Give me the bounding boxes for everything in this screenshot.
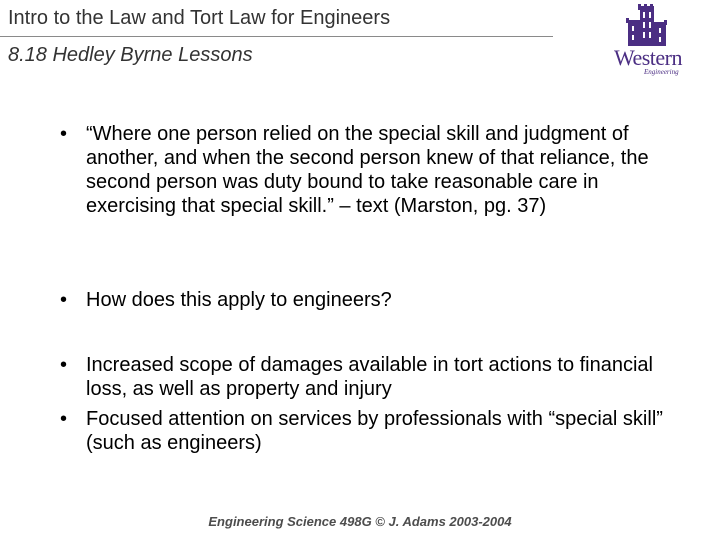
university-tower-icon	[622, 4, 672, 46]
bullet-marker: •	[60, 123, 68, 145]
logo-subtitle: Engineering	[644, 68, 679, 76]
western-engineering-logo	[606, 4, 690, 80]
bullet-marker: •	[60, 289, 68, 311]
header-divider	[0, 36, 553, 37]
bullet-text-damages: Increased scope of damages available in tort actions to financial loss, as well as property and injury	[86, 354, 654, 400]
slide-footer: Engineering Science 498G © J. Adams 2003-2004	[208, 514, 512, 529]
bullet-marker: •	[60, 408, 68, 430]
bullet-text-definition: “Where one person relied on the special skill and judgment of another, and when the second person knew of that reliance, the second person was duty bound to take reasonable care in exercising that special skill.” – text (Marston, pg. 37)	[86, 123, 649, 217]
logo-wordmark: Western	[613, 45, 683, 70]
bullet-text-professionals: Focused attention on services by professionals with “special skill” (such as engineers)	[86, 408, 663, 454]
bullet-text-question: How does this apply to engineers?	[86, 289, 392, 311]
slide-title: 8.18 Hedley Byrne Lessons	[8, 44, 253, 66]
slide-header	[0, 0, 720, 80]
bullet-marker: •	[60, 354, 68, 376]
course-title: Intro to the Law and Tort Law for Engineers	[8, 7, 391, 29]
